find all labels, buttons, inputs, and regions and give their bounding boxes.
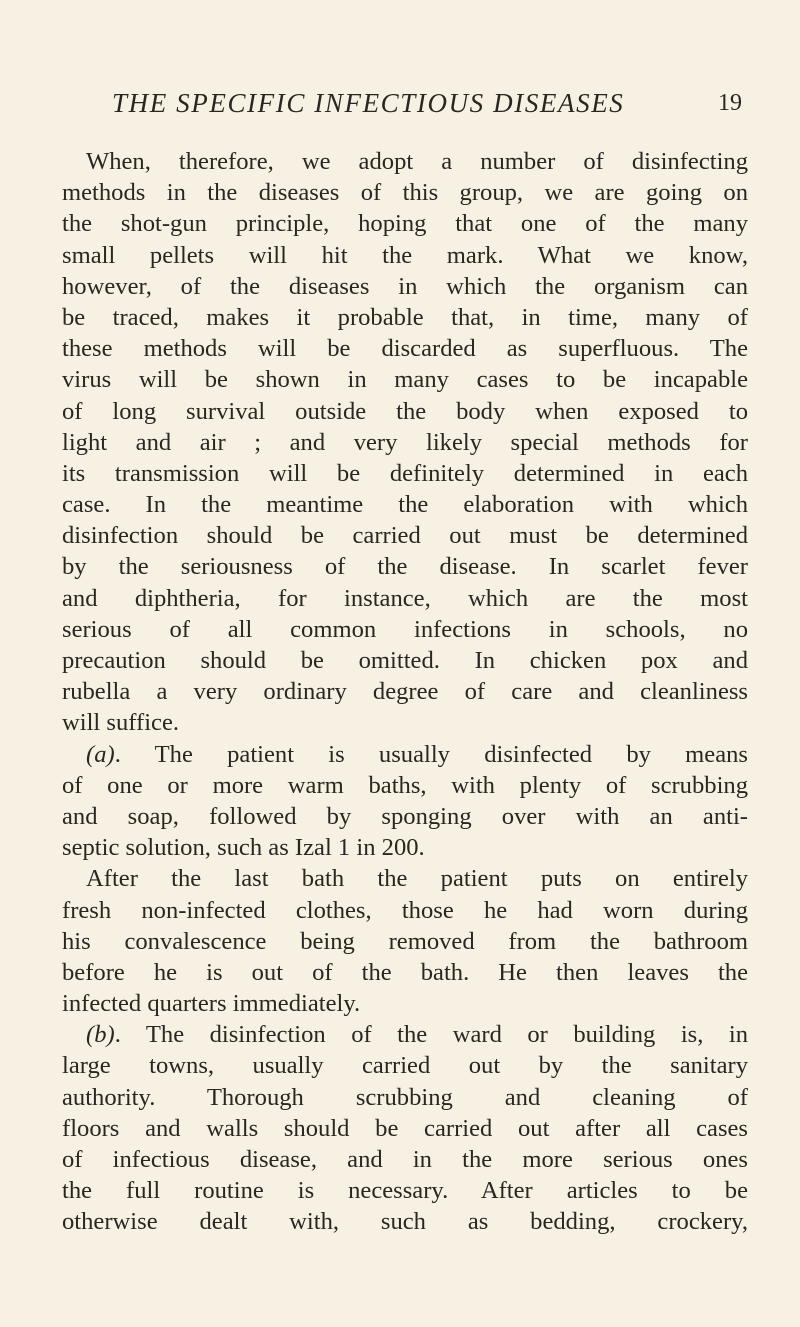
- text-line: floors and walls should be carried out after all cases: [62, 1114, 748, 1142]
- text-line: small pellets will hit the mark. What we know,: [62, 241, 748, 269]
- text-line: and soap, followed by sponging over with an anti-: [62, 802, 748, 830]
- paragraph-marker: (b): [86, 1021, 115, 1049]
- text-line: fresh non-infected clothes, those he had worn during: [62, 896, 748, 924]
- text-line: virus will be shown in many cases to be incapable: [62, 366, 748, 394]
- text-line: be traced, makes it probable that, in time, many of: [62, 303, 748, 331]
- text-line: light and air ; and very likely special methods for: [62, 428, 748, 456]
- text-line: of long survival outside the body when exposed to: [62, 397, 748, 425]
- text-line: otherwise dealt with, such as bedding, crockery,: [62, 1208, 748, 1236]
- text-line: will suffice.: [62, 709, 180, 737]
- text-line: precaution should be omitted. In chicken pox and: [62, 647, 748, 674]
- text-line: before he is out of the bath. He then leaves the: [62, 958, 748, 986]
- text-line: these methods will be discarded as superfluous. The: [62, 335, 748, 363]
- text-line: its transmission will be definitely determined in each: [62, 459, 748, 487]
- text-line: of one or more warm baths, with plenty of scrubbing: [62, 771, 748, 799]
- text-line: infected quarters immediately.: [62, 990, 361, 1018]
- text-line: [62, 739, 748, 770]
- text-line: by the seriousness of the disease. In scarlet fever: [62, 553, 748, 581]
- running-head: [112, 86, 742, 120]
- text-line: of infectious disease, and in the more serious ones: [62, 1146, 748, 1173]
- text-run: . The patient is usually disinfected by means: [114, 740, 748, 768]
- text-line: rubella a very ordinary degree of care and cleanliness: [62, 678, 748, 706]
- body-text: [62, 146, 748, 1238]
- text-line: the shot-gun principle, hoping that one of the many: [62, 210, 748, 238]
- text-line: disinfection should be carried out must be determined: [62, 522, 748, 550]
- text-line: authority. Thorough scrubbing and cleaning of: [62, 1083, 748, 1111]
- text-line: methods in the diseases of this group, we are going on: [62, 179, 748, 207]
- text-line: serious of all common infections in schools, no: [62, 615, 748, 643]
- text-line: large towns, usually carried out by the sanitary: [62, 1052, 748, 1080]
- chapter-running-title: THE SPECIFIC INFECTIOUS DISEASES: [112, 88, 625, 118]
- text-line: however, of the diseases in which the organism can: [62, 272, 748, 300]
- text-line: [62, 1019, 748, 1050]
- paragraph-marker: (a): [86, 740, 115, 768]
- text-line: case. In the meantime the elaboration with which: [62, 491, 748, 519]
- text-line: septic solution, such as Izal 1 in 200.: [62, 834, 425, 862]
- text-line: After the last bath the patient puts on entirely: [86, 865, 748, 893]
- text-line: his convalescence being removed from the bathroom: [62, 927, 748, 955]
- text-line: the full routine is necessary. After articles to be: [62, 1177, 748, 1205]
- text-line: When, therefore, we adopt a number of disinfecting: [86, 148, 748, 175]
- text-run: . The disinfection of the ward or building is, in: [114, 1021, 748, 1049]
- text-line: and diphtheria, for instance, which are the most: [62, 584, 748, 612]
- page-number: 19: [718, 90, 742, 116]
